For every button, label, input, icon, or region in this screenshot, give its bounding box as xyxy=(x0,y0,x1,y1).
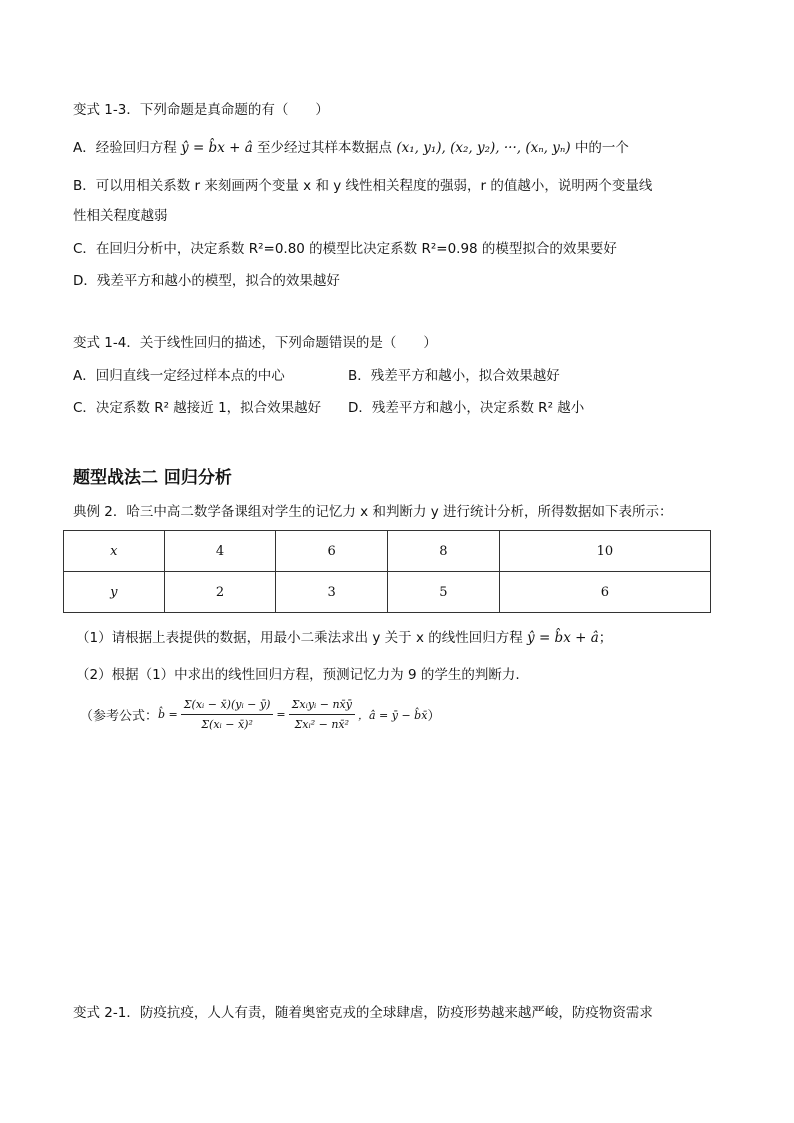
part-text: ； xyxy=(598,630,613,646)
table-cell: y xyxy=(64,572,165,613)
question-2-1-stem: 变式 2-1．防疫抗疫，人人有责，随着奥密克戎的全球肆虐，防疫形势越来越严峻，防疫物资需求 xyxy=(73,1005,653,1021)
table-cell: 8 xyxy=(388,531,500,572)
reference-formula xyxy=(80,698,440,731)
a-hat-formula: ，â = ȳ − b̂x̄ xyxy=(357,708,428,722)
b-hat-label: b̂ = xyxy=(158,708,178,721)
data-table xyxy=(63,530,711,613)
option-text: 至少经过其样本数据点 xyxy=(252,140,397,156)
equals-sign: = xyxy=(276,708,286,721)
table-cell: 10 xyxy=(499,531,710,572)
example-stem: 典例 2．哈三中高二数学备课组对学生的记忆力 x 和判断力 y 进行统计分析，所得数据如下表所示： xyxy=(73,504,673,520)
table-cell: 4 xyxy=(164,531,276,572)
fraction-2-denominator: Σxᵢ² − nx̄² xyxy=(294,718,350,731)
table-cell: 6 xyxy=(276,531,388,572)
table-cell: x xyxy=(64,531,165,572)
table-row xyxy=(64,572,711,613)
formula-suffix: ） xyxy=(427,709,441,724)
option-b: B．残差平方和越小，拟合效果越好 xyxy=(348,368,560,384)
fraction-1-numerator: Σ(xᵢ − x̄)(yᵢ − ȳ) xyxy=(181,698,274,715)
fraction-1-denominator: Σ(xᵢ − x̄)² xyxy=(201,718,253,731)
question-stem: 变式 1-3．下列命题是真命题的有（ ） xyxy=(73,102,329,118)
formula-prefix: （参考公式： xyxy=(80,709,159,724)
fraction-2-numerator: Σxᵢyᵢ − nx̄ȳ xyxy=(289,698,355,715)
option-c: C．决定系数 R² 越接近 1，拟合效果越好 xyxy=(73,400,322,416)
table-cell: 2 xyxy=(164,572,276,613)
sample-points: (x₁, y₁), (x₂, y₂), ···, (xₙ, yₙ) xyxy=(396,140,571,156)
question-stem: 变式 1-4．关于线性回归的描述，下列命题错误的是（ ） xyxy=(73,335,437,351)
option-d: D．残差平方和越小，决定系数 R² 越小 xyxy=(348,400,585,416)
fraction-1 xyxy=(181,698,274,731)
option-a: A．回归直线一定经过样本点的中心 xyxy=(73,368,285,384)
option-b-line2: 性相关程度越弱 xyxy=(73,208,168,224)
part-2: （2）根据（1）中求出的线性回归方程，预测记忆力为 9 的学生的判断力. xyxy=(76,667,520,683)
table-cell: 5 xyxy=(388,572,500,613)
section-heading: 题型战法二 回归分析 xyxy=(73,468,232,488)
option-text: A．经验回归方程 xyxy=(73,140,182,156)
fraction-2 xyxy=(289,698,355,731)
option-b-line1: B．可以用相关系数 r 来刻画两个变量 x 和 y 线性相关程度的强弱，r 的值越小，说明两个变量线 xyxy=(73,178,653,194)
option-d: D．残差平方和越小的模型，拟合的效果越好 xyxy=(73,273,340,289)
option-text: 中的一个 xyxy=(570,140,629,156)
table-cell: 3 xyxy=(276,572,388,613)
regression-equation: ŷ = b̂x + â xyxy=(181,140,253,156)
regression-equation: ŷ = b̂x + â xyxy=(527,630,599,646)
table-cell: 6 xyxy=(499,572,710,613)
table-row xyxy=(64,531,711,572)
part-text: （1）请根据上表提供的数据，用最小二乘法求出 y 关于 x 的线性回归方程 xyxy=(76,630,528,646)
option-c: C．在回归分析中，决定系数 R²=0.80 的模型比决定系数 R²=0.98 的模型拟合的效果要好 xyxy=(73,241,617,257)
part-1 xyxy=(76,629,612,647)
option-a xyxy=(73,139,629,157)
